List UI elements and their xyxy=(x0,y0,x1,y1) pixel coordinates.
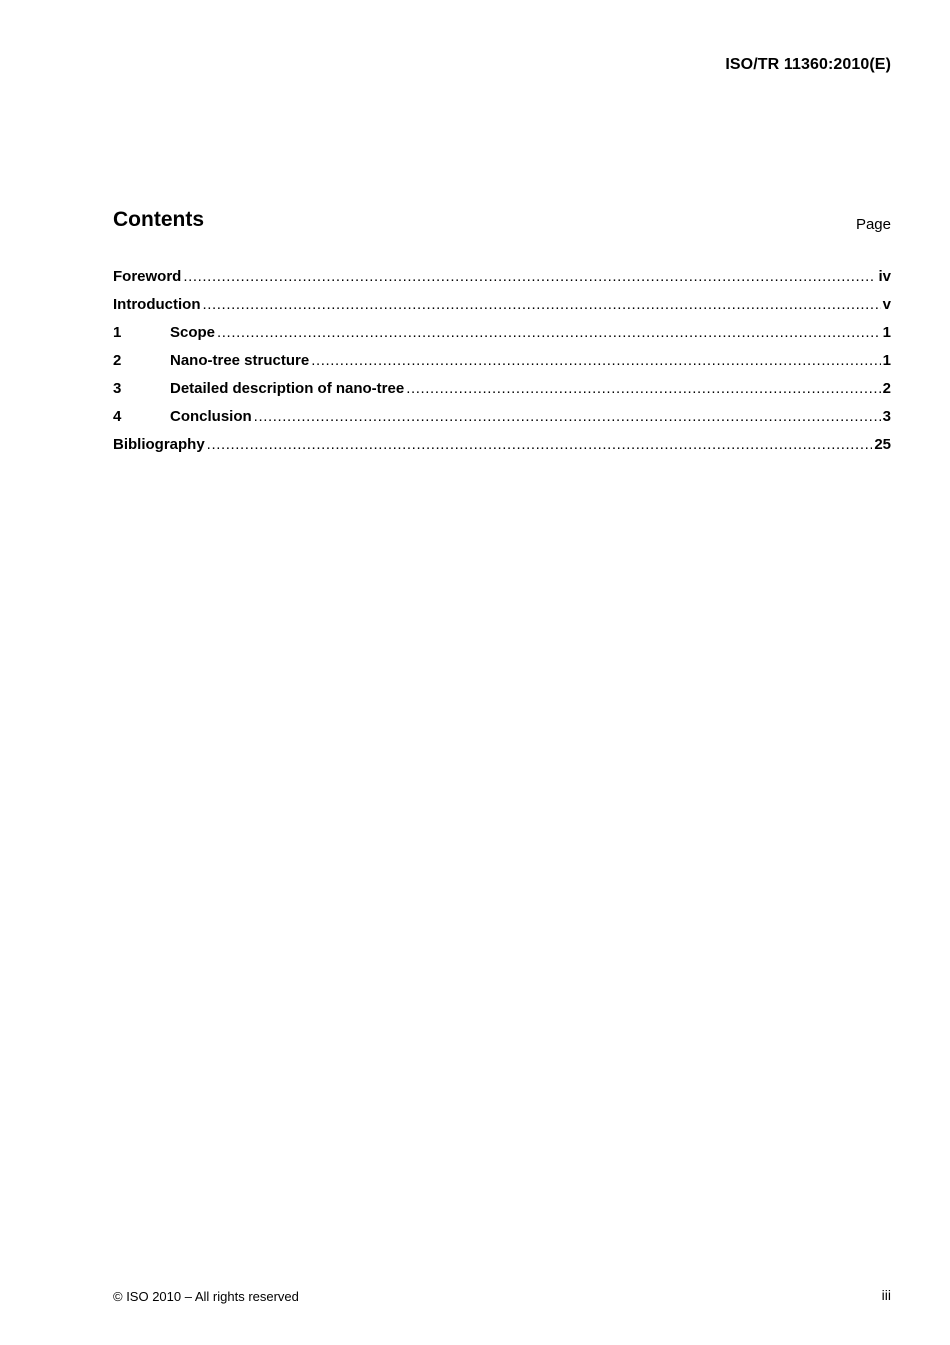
toc-entry-page: 1 xyxy=(882,352,891,369)
toc-entry-nano-tree-structure[interactable] xyxy=(113,352,891,380)
toc-entry-title: Conclusion xyxy=(170,408,252,425)
page-column-label: Page xyxy=(855,216,891,233)
toc-entry-page: 1 xyxy=(882,324,891,341)
footer-copyright: © ISO 2010 – All rights reserved xyxy=(113,1289,299,1304)
toc-entry-title: Foreword xyxy=(113,268,182,285)
toc-entry-title: Scope xyxy=(170,324,216,341)
footer-page-number: iii xyxy=(881,1287,891,1303)
toc-entry-scope[interactable] xyxy=(113,324,891,352)
dot-leader xyxy=(202,296,880,313)
dot-leader xyxy=(311,352,880,369)
dot-leader xyxy=(406,380,880,397)
toc-entry-detailed-description[interactable] xyxy=(113,380,891,408)
toc-entry-page: v xyxy=(882,296,891,313)
toc-entry-number: 2 xyxy=(113,352,122,369)
toc-entry-conclusion[interactable] xyxy=(113,408,891,436)
table-of-contents xyxy=(113,268,891,464)
dot-leader xyxy=(207,436,873,453)
toc-entry-introduction[interactable] xyxy=(113,296,891,324)
toc-entry-page: iv xyxy=(878,268,891,285)
toc-entry-title: Detailed description of nano-tree xyxy=(170,380,405,397)
toc-entry-title: Introduction xyxy=(113,296,201,313)
toc-entry-number: 3 xyxy=(113,380,122,397)
toc-entry-bibliography[interactable] xyxy=(113,436,891,464)
toc-entry-page: 25 xyxy=(874,436,891,453)
toc-entry-title: Nano-tree structure xyxy=(170,352,310,369)
toc-entry-page: 2 xyxy=(882,380,891,397)
document-id: ISO/TR 11360:2010(E) xyxy=(725,56,891,73)
toc-entry-title: Bibliography xyxy=(113,436,205,453)
dot-leader xyxy=(217,324,881,341)
dot-leader xyxy=(254,408,881,425)
toc-entry-page: 3 xyxy=(882,408,891,425)
dot-leader xyxy=(183,268,876,285)
toc-entry-number: 1 xyxy=(113,324,122,341)
toc-entry-number: 4 xyxy=(113,408,122,425)
toc-entry-foreword[interactable] xyxy=(113,268,891,296)
contents-header xyxy=(113,208,891,238)
contents-title: Contents xyxy=(113,208,204,231)
